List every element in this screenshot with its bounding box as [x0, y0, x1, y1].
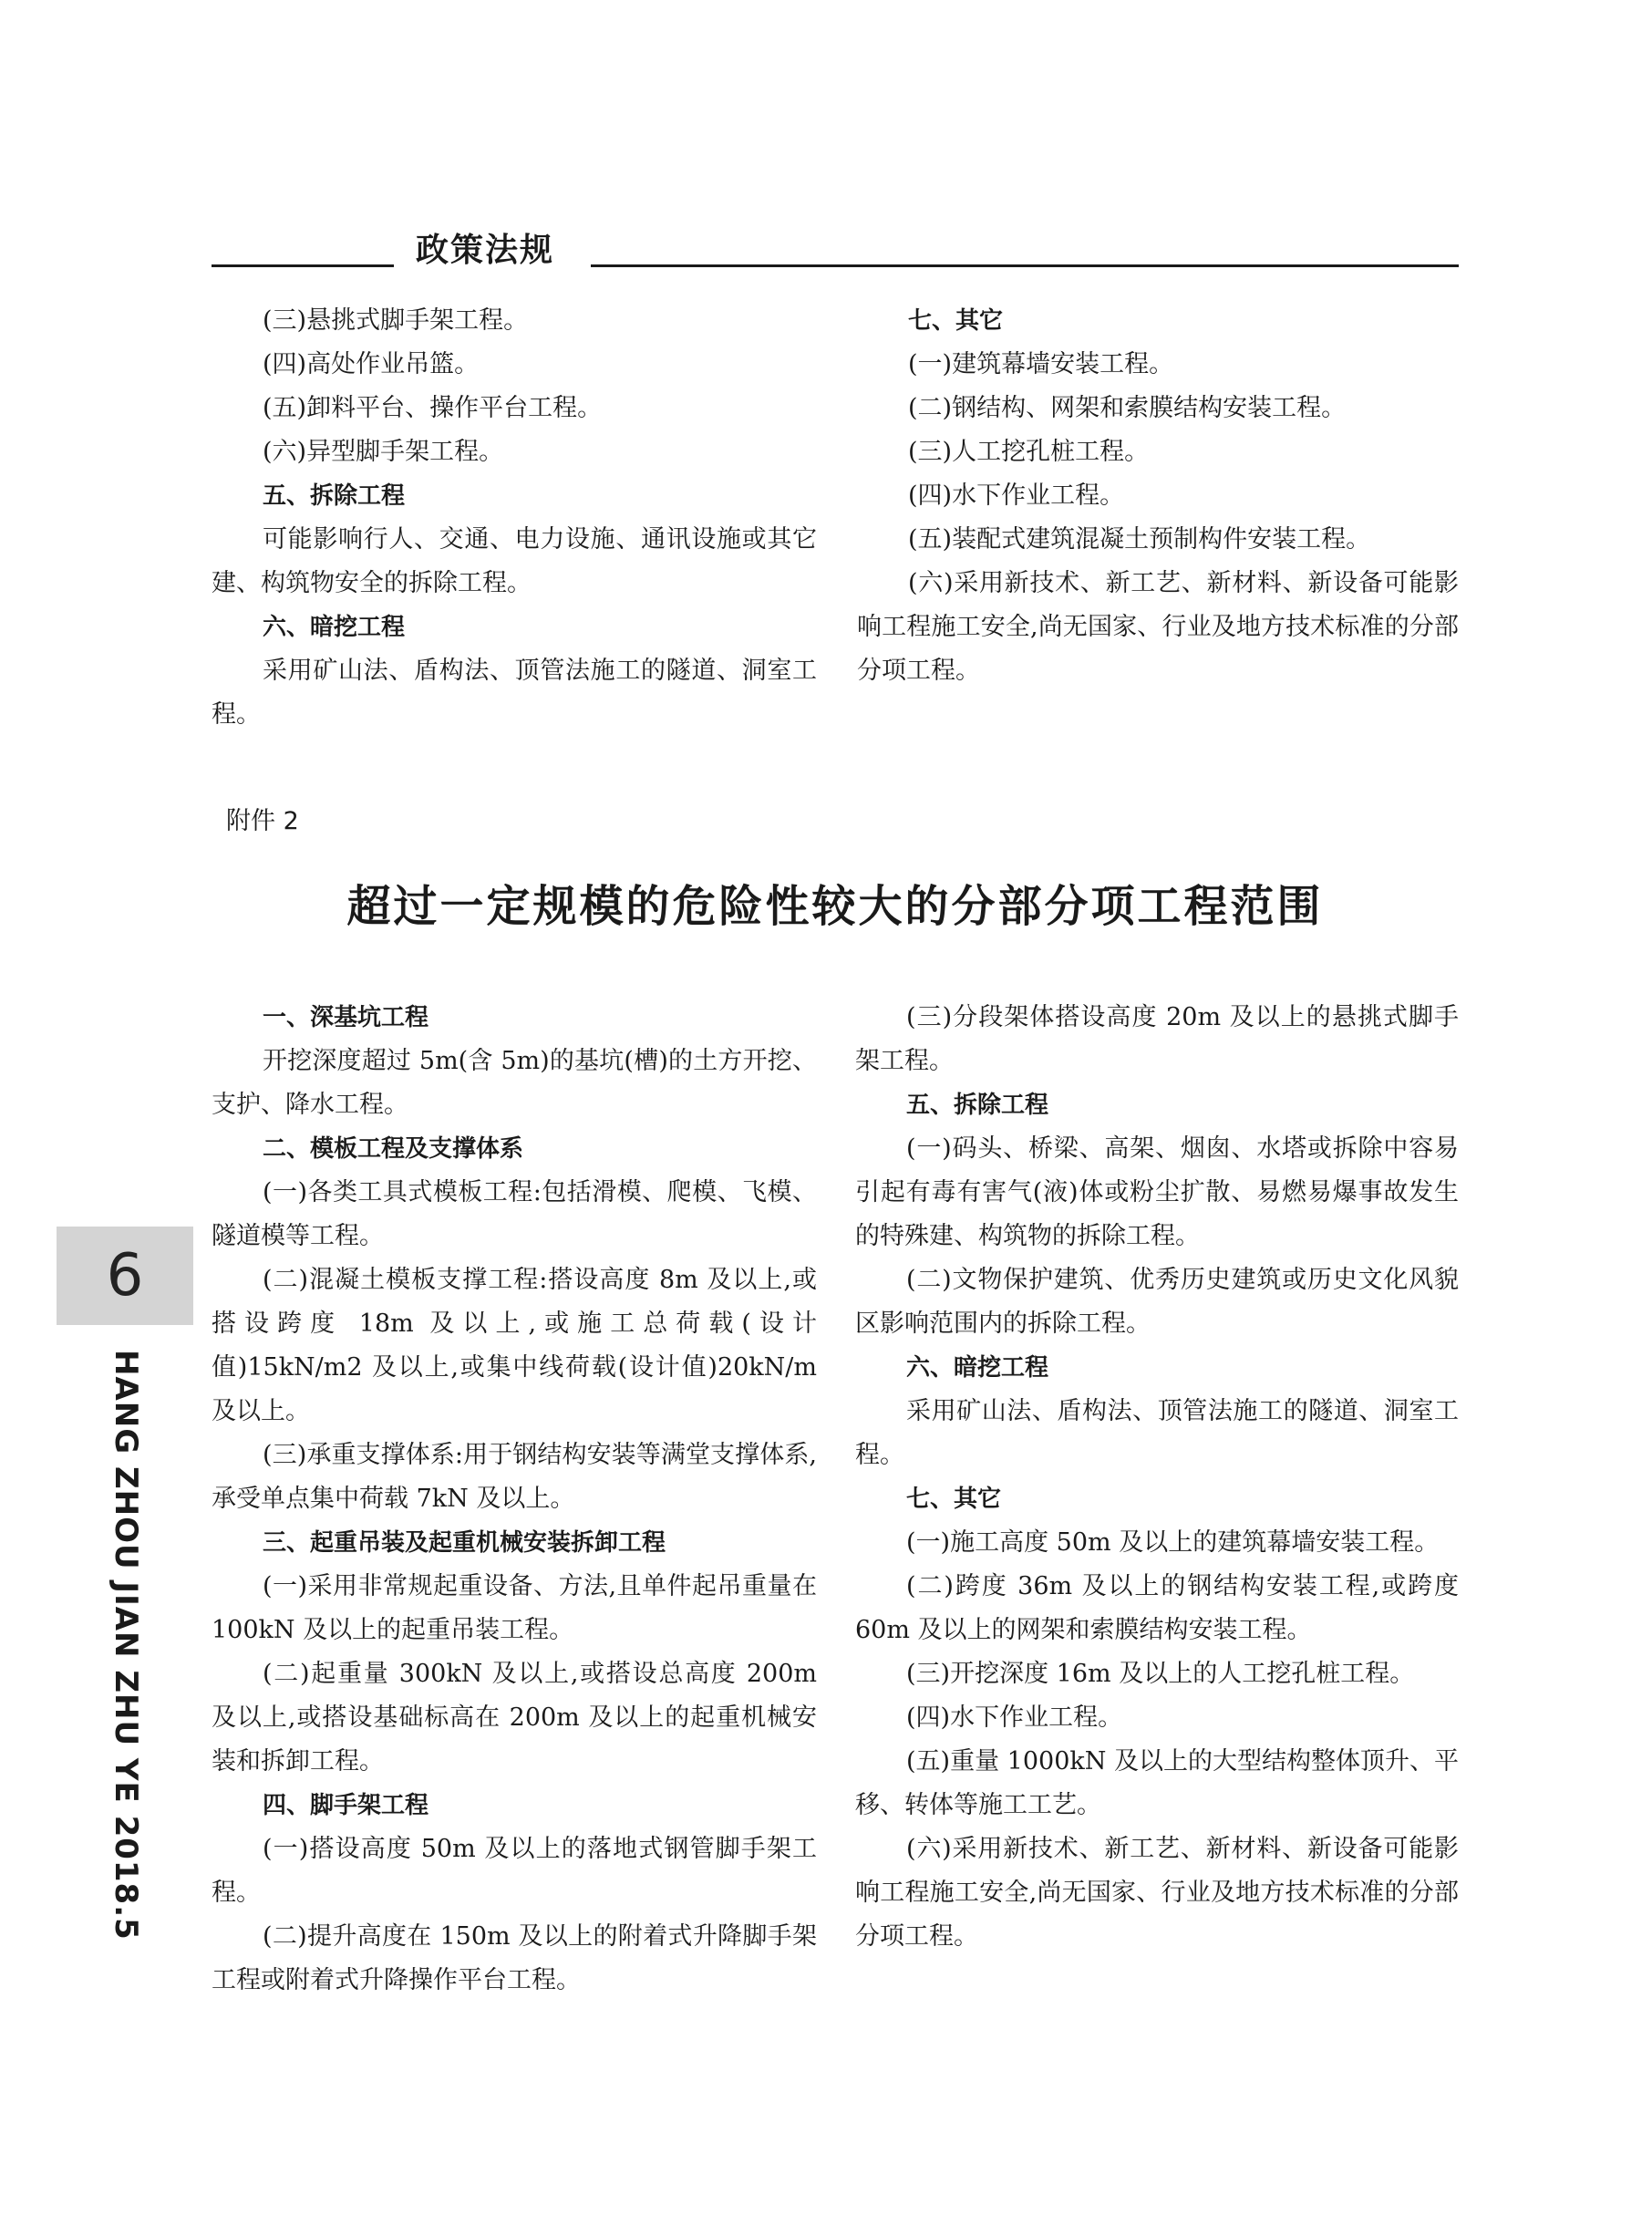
section-heading: 六、暗挖工程	[906, 1354, 1049, 1382]
section-heading: 七、其它	[906, 1486, 1002, 1513]
paragraph: (六)采用新技术、新工艺、新材料、新设备可能影响工程施工安全,尚无国家、行业及地方技术标准的分部分项工程。	[857, 569, 1459, 685]
paragraph: (二)文物保护建筑、优秀历史建筑或历史文化风貌区影响范围内的拆除工程。	[855, 1266, 1459, 1338]
paragraph: (三)承重支撑体系:用于钢结构安装等满堂支撑体系,承受单点集中荷载 7kN 及以上。	[212, 1441, 817, 1513]
paragraph: (六)采用新技术、新工艺、新材料、新设备可能影响工程施工安全,尚无国家、行业及地方技术标准的分部分项工程。	[855, 1835, 1459, 1951]
paragraph: (一)搭设高度 50m 及以上的落地式钢管脚手架工程。	[212, 1835, 817, 1907]
paragraph: (一)建筑幕墙安装工程。	[908, 350, 1174, 378]
paragraph: (四)水下作业工程。	[906, 1703, 1123, 1732]
section-heading: 三、起重吊装及起重机械安装拆卸工程	[263, 1529, 666, 1557]
section-heading: 五、拆除工程	[906, 1092, 1049, 1119]
paragraph: 开挖深度超过 5m(含 5m)的基坑(槽)的土方开挖、支护、降水工程。	[212, 1047, 817, 1119]
paragraph: (四)水下作业工程。	[908, 481, 1125, 510]
section-heading: 五、拆除工程	[263, 482, 406, 510]
section-heading: 六、暗挖工程	[263, 614, 406, 641]
journal-name-vertical: HANG ZHOU JIAN ZHU YE 2018.5	[108, 1350, 144, 1941]
paragraph: (一)施工高度 50m 及以上的建筑幕墙安装工程。	[906, 1528, 1440, 1557]
paragraph: (三)分段架体搭设高度 20m 及以上的悬挑式脚手架工程。	[855, 1003, 1459, 1075]
header-rule-right	[591, 264, 1459, 267]
paragraph: (二)提升高度在 150m 及以上的附着式升降脚手架工程或附着式升降操作平台工程。	[212, 1922, 817, 1994]
paragraph: (二)钢结构、网架和索膜结构安装工程。	[908, 394, 1347, 422]
top-right-column	[857, 299, 1459, 693]
document-title: 超过一定规模的危险性较大的分部分项工程范围	[346, 881, 1324, 932]
paragraph: (二)跨度 36m 及以上的钢结构安装工程,或跨度 60m 及以上的网架和索膜结构安装工程。	[855, 1572, 1459, 1644]
paragraph: (一)码头、桥梁、高架、烟囱、水塔或拆除中容易引起有毒有害气(液)体或粉尘扩散、易燃易爆事故发生的特殊建、构筑物的拆除工程。	[855, 1134, 1459, 1250]
paragraph: (二)起重量 300kN 及以上,或搭设总高度 200m 及以上,或搭设基础标高在 200m 及以上的起重机械安装和拆卸工程。	[212, 1660, 817, 1776]
paragraph: 可能影响行人、交通、电力设施、通讯设施或其它建、构筑物安全的拆除工程。	[212, 525, 817, 597]
page-number-tab	[57, 1227, 193, 1325]
paragraph: (三)悬挑式脚手架工程。	[263, 306, 529, 335]
bottom-right-column	[855, 996, 1459, 1959]
paragraph: (五)卸料平台、操作平台工程。	[263, 394, 603, 422]
section-heading: 一、深基坑工程	[263, 1004, 429, 1031]
bottom-left-column	[212, 996, 817, 2003]
paragraph: (六)异型脚手架工程。	[263, 438, 504, 466]
paragraph: (一)采用非常规起重设备、方法,且单件起吊重量在 100kN 及以上的起重吊装工程。	[212, 1572, 817, 1644]
section-label: 政策法规	[416, 232, 555, 269]
header-rule-left	[212, 264, 394, 267]
section-heading: 二、模板工程及支撑体系	[263, 1135, 524, 1163]
top-left-column	[212, 299, 817, 737]
section-heading: 七、其它	[908, 307, 1004, 335]
paragraph: (五)装配式建筑混凝土预制构件安装工程。	[908, 525, 1371, 554]
paragraph: (五)重量 1000kN 及以上的大型结构整体顶升、平移、转体等施工工艺。	[855, 1747, 1459, 1819]
page-number: 6	[106, 1242, 144, 1310]
section-heading: 四、脚手架工程	[263, 1792, 429, 1819]
paragraph: (一)各类工具式模板工程:包括滑模、爬模、飞模、隧道模等工程。	[212, 1178, 817, 1250]
paragraph: (三)开挖深度 16m 及以上的人工挖孔桩工程。	[906, 1660, 1415, 1688]
attachment-label: 附件 2	[226, 807, 299, 835]
paragraph: (四)高处作业吊篮。	[263, 350, 480, 378]
paragraph: 采用矿山法、盾构法、顶管法施工的隧道、洞室工程。	[212, 657, 817, 729]
paragraph: 采用矿山法、盾构法、顶管法施工的隧道、洞室工程。	[855, 1397, 1459, 1469]
paragraph: (三)人工挖孔桩工程。	[908, 438, 1150, 466]
paragraph: (二)混凝土模板支撑工程:搭设高度 8m 及以上,或搭设跨度 18m 及以上,或施工总荷载(设计值)15kN/m2 及以上,或集中线荷载(设计值)20kN/m 及以上。	[212, 1266, 817, 1425]
